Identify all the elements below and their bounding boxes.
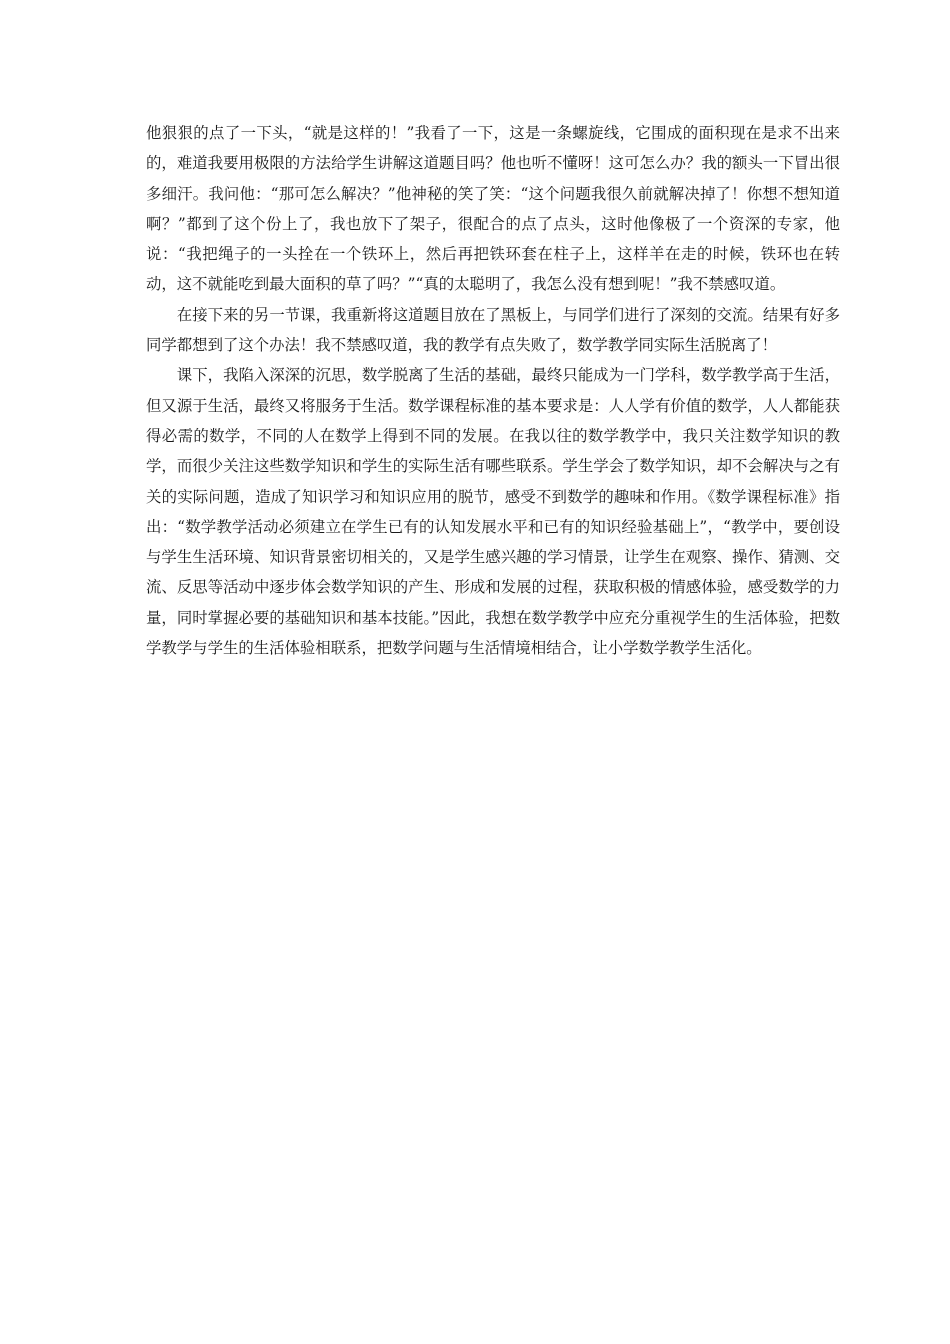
paragraph-3: 课下，我陷入深深的沉思，数学脱离了生活的基础，最终只能成为一门学科，数学教学高于生活，但又源于生活，最终又将服务于生活。数学课程标准的基本要求是：人人学有价值的数学，人人都能获得必需的数学，不同的人在数学上得到不同的发展。在我以往的数学教学中，我只关注数学知识的教学，而很少关注这些数学知识和学生的实际生活有哪些联系。学生学会了数学知识，却不会解决与之有关的实际问题，造成了知识学习和知识应用的脱节，感受不到数学的趣味和作用。《数学课程标准》指出：“数学教学活动必须建立在学生已有的认知发展水平和已有的知识经验基础上”，“教学中，要创设与学生生活环境、知识背景密切相关的，又是学生感兴趣的学习情景，让学生在观察、操作、猜测、交流、反思等活动中逐步体会数学知识的产生、形成和发展的过程，获取积极的情感体验，感受数学的力量，同时掌握必要的基础知识和基本技能。”因此，我想在数学教学中应充分重视学生的生活体验，把数学教学与学生的生活体验相联系，把数学问题与生活情境相结合，让小学数学教学生活化。 [146,366,840,658]
paragraph-2: 在接下来的另一节课，我重新将这道题目放在了黑板上，与同学们进行了深刻的交流。结果有好多同学都想到了这个办法！我不禁感叹道，我的教学有点失败了，数学教学同实际生活脱离了！ [146,305,840,355]
document-body [146,118,840,663]
paragraph-1: 他狠狠的点了一下头，“就是这样的！”我看了一下，这是一条螺旋线，它围成的面积现在是求不出来的，难道我要用极限的方法给学生讲解这道题目吗？他也听不懂呀！这可怎么办？我的额头一下冒出很多细汗。我问他：“那可怎么解决？”他神秘的笑了笑：“这个问题我很久前就解决掉了！你想不想知道啊？”都到了这个份上了，我也放下了架子，很配合的点了点头，这时他像极了一个资深的专家，他说：“我把绳子的一头拴在一个铁环上，然后再把铁环套在柱子上，这样羊在走的时候，铁环也在转动，这不就能吃到最大面积的草了吗？”“真的太聪明了，我怎么没有想到呢！”我不禁感叹道。 [146,124,840,294]
